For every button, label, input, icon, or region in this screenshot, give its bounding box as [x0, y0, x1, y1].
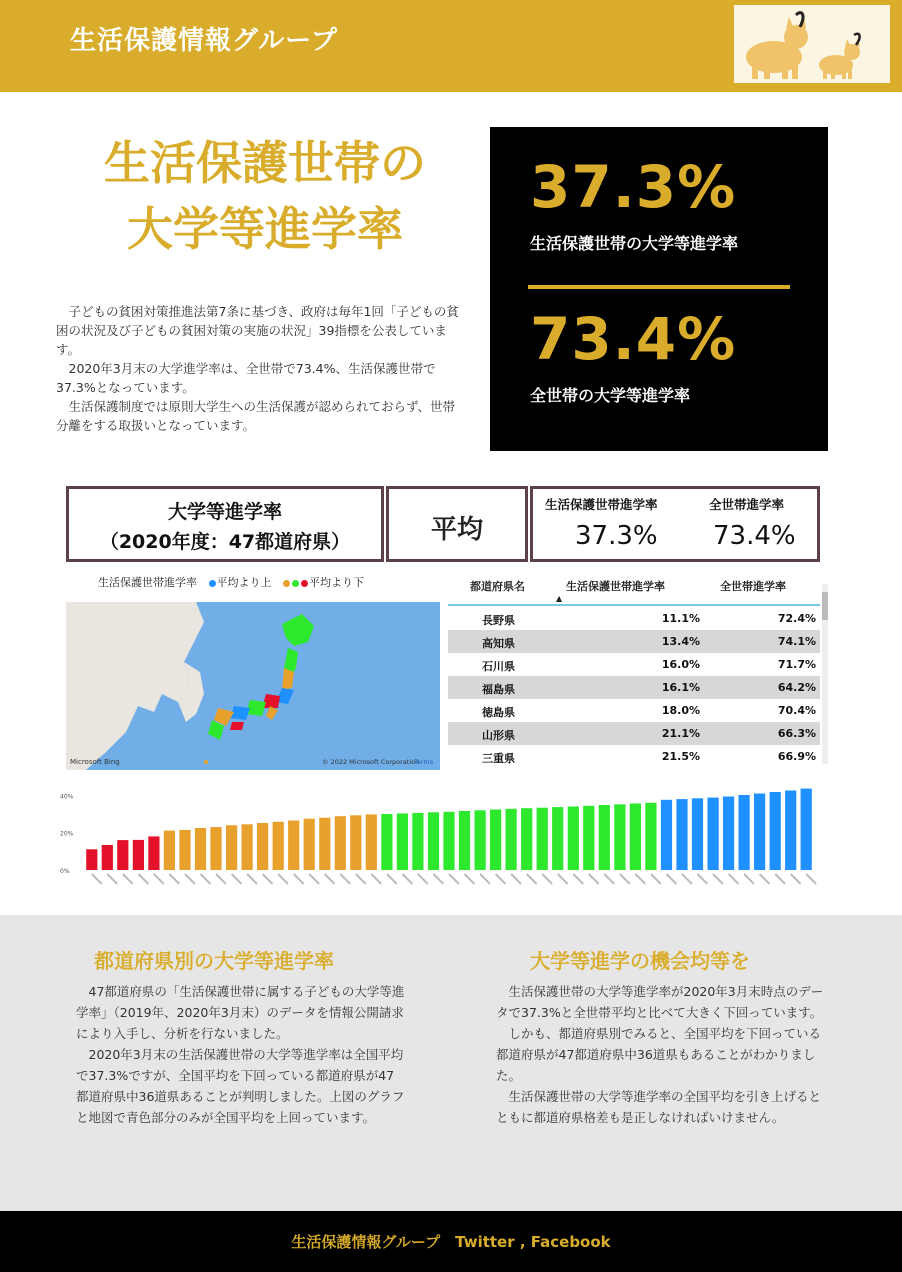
cell-pref: 徳島県 [482, 706, 515, 719]
x-tick-mark [402, 873, 413, 884]
prefecture-table [448, 570, 828, 770]
x-tick-mark [774, 873, 785, 884]
chart-bar[interactable] [785, 791, 796, 871]
chart-bar[interactable] [661, 800, 672, 870]
x-tick-mark [138, 873, 149, 884]
table-header-underline [448, 604, 820, 606]
y-tick-label: 20% [60, 830, 74, 838]
y-tick-label: 40% [60, 793, 74, 801]
sort-ascending-icon[interactable]: ▲ [556, 594, 563, 603]
x-tick-mark [231, 873, 242, 884]
chart-bar[interactable] [739, 795, 750, 870]
section-right-paragraph: 生活保護世帯の大学等進学率が2020年3月末時点のデータで37.3%と全世帯平均と比べて大きく下回っています。 [496, 984, 824, 1020]
cell-pref: 山形県 [482, 729, 515, 742]
chart-bar[interactable] [568, 807, 579, 871]
table-row[interactable] [448, 653, 820, 676]
chart-bar[interactable] [179, 830, 190, 870]
japan-map[interactable] [66, 602, 440, 770]
chart-bar[interactable] [599, 805, 610, 870]
cell-pref: 三重県 [482, 752, 515, 765]
chart-bar[interactable] [133, 840, 144, 870]
stat-value-all: 73.4% [530, 305, 737, 373]
page-title-line1: 生活保護世帯の [104, 136, 426, 190]
chart-bar[interactable] [117, 840, 128, 870]
cell-rate: 16.1% [661, 681, 700, 694]
chart-bar[interactable] [459, 811, 470, 870]
chart-bar[interactable] [692, 798, 703, 870]
kpi-average-label: 平均 [430, 515, 483, 545]
x-tick-mark [759, 873, 770, 884]
kpi-values-card [530, 486, 820, 562]
footer-bar [0, 1211, 902, 1272]
map-legend [98, 574, 364, 590]
table-row[interactable] [448, 607, 820, 630]
legend-dot-green [292, 580, 299, 587]
logo [734, 5, 890, 83]
stat-box [490, 127, 828, 451]
cell-rate: 18.0% [661, 704, 700, 717]
cell-all: 74.1% [777, 635, 816, 648]
chart-bar[interactable] [148, 836, 159, 870]
x-tick-mark [308, 873, 319, 884]
chart-bar[interactable] [521, 808, 532, 870]
chart-bar[interactable] [614, 804, 625, 870]
y-tick-label: 0% [60, 868, 70, 875]
intro-text [56, 302, 466, 435]
chart-bar[interactable] [226, 825, 237, 870]
chart-bar[interactable] [630, 804, 641, 871]
x-tick-mark [790, 873, 801, 884]
x-tick-mark [262, 873, 273, 884]
legend-title: 生活保護世帯進学率 [98, 576, 197, 589]
legend-dot-blue [209, 580, 216, 587]
table-header-welfare-rate[interactable]: 生活保護世帯進学率 [566, 580, 665, 593]
page-title [60, 130, 470, 262]
x-tick-mark [91, 873, 102, 884]
chart-bar[interactable] [242, 824, 253, 870]
chart-bar[interactable] [552, 807, 563, 870]
chart-bar[interactable] [273, 822, 284, 870]
map-graphic [66, 602, 440, 770]
legend-above: 平均より上 [216, 576, 272, 589]
x-tick-mark [215, 873, 226, 884]
x-tick-mark [557, 873, 568, 884]
chart-bar[interactable] [350, 815, 361, 870]
x-tick-mark [479, 873, 490, 884]
stat-label-welfare: 生活保護世帯の大学等進学率 [530, 234, 739, 253]
x-tick-mark [371, 873, 382, 884]
x-tick-mark [666, 873, 677, 884]
x-tick-mark [107, 873, 118, 884]
chart-bar[interactable] [754, 794, 765, 871]
kpi-heading-all: 全世帯進学率 [709, 497, 785, 512]
chart-bar[interactable] [164, 831, 175, 870]
section-right-title: 大学等進学の機会均等を [530, 949, 750, 973]
chart-bar[interactable] [397, 813, 408, 870]
table-row[interactable] [448, 699, 820, 722]
table-row[interactable] [448, 676, 820, 699]
section-left-title: 都道府県別の大学等進学率 [94, 949, 334, 973]
chart-bar[interactable] [583, 806, 594, 870]
cell-all: 66.3% [777, 727, 816, 740]
x-tick-mark [728, 873, 739, 884]
table-row[interactable] [448, 722, 820, 745]
chart-bar[interactable] [801, 789, 812, 870]
cell-rate: 11.1% [661, 612, 700, 625]
map-terms-link[interactable]: Terms [414, 758, 434, 766]
map-credit-copyright: © 2022 Microsoft Corporation [322, 758, 420, 766]
cell-rate: 16.0% [661, 658, 700, 671]
chart-bar[interactable] [102, 845, 113, 870]
section-left-paragraph: 47都道府県の「生活保護世帯に属する子どもの大学等進学率」（2019年、2020年3月末）のデータを情報公開請求により入手し、分析を行ないました。 [76, 984, 405, 1041]
cell-rate: 21.1% [661, 727, 700, 740]
cell-pref: 福島県 [482, 683, 515, 696]
analysis-section [0, 915, 902, 1211]
stat-label-all: 全世帯の大学等進学率 [530, 386, 691, 405]
cat-silhouettes-icon [734, 5, 890, 83]
table-header-pref[interactable]: 都道府県名 [470, 580, 525, 593]
kpi-average-card [386, 486, 528, 562]
chart-bar[interactable] [676, 799, 687, 870]
chart-bar[interactable] [257, 823, 268, 870]
kpi-heading-welfare: 生活保護世帯進学率 [545, 497, 658, 512]
x-tick-mark [340, 873, 351, 884]
x-tick-mark [277, 873, 288, 884]
cell-all: 66.9% [777, 750, 816, 763]
map-credit-bing: Microsoft Bing [70, 758, 120, 766]
cell-all: 71.7% [777, 658, 816, 671]
x-tick-mark [712, 873, 723, 884]
table-header-all-rate[interactable]: 全世帯進学率 [720, 580, 786, 593]
cell-rate: 13.4% [661, 635, 700, 648]
dashboard [58, 474, 828, 900]
x-tick-mark [588, 873, 599, 884]
x-tick-mark [433, 873, 444, 884]
legend-dot-orange [283, 580, 290, 587]
chart-bar[interactable] [770, 792, 781, 870]
chart-bar[interactable] [475, 810, 486, 870]
x-tick-mark [153, 873, 164, 884]
x-tick-mark [697, 873, 708, 884]
header-title: 生活保護情報グループ [70, 26, 338, 56]
intro-paragraph: 子どもの貧困対策推進法第7条に基づき、政府は毎年1回「子どもの貧困の状況及び子どもの貧困対策の実施の状況」39指標を公表しています。 [56, 304, 459, 357]
x-tick-mark [169, 873, 180, 884]
kpi-title-line1: 大学等進学率 [167, 501, 282, 523]
x-tick-mark [805, 873, 816, 884]
chart-bar[interactable] [210, 827, 221, 870]
legend-below: 平均より下 [309, 576, 364, 589]
x-tick-mark [386, 873, 397, 884]
chart-bar[interactable] [86, 849, 97, 870]
x-tick-mark [448, 873, 459, 884]
section-right-paragraph: 生活保護世帯の大学等進学率の全国平均を引き上げるとともに都道府県格差も是正しなければいけません。 [496, 1089, 822, 1125]
stat-value-welfare: 37.3% [530, 153, 737, 221]
header-bar [0, 0, 902, 92]
section-left-text [76, 981, 406, 1128]
cell-rate: 21.5% [661, 750, 700, 763]
kpi-title-line2: （2020年度：47都道府県） [99, 531, 351, 553]
cell-pref: 石川県 [482, 660, 515, 673]
section-left-paragraph: 2020年3月末の生活保護世帯の大学等進学率は全国平均で37.3%ですが、全国平均を下回っている都道府県が47都道府県中36道県あることが判明しました。上図のグラフと地図で青色部分のみが全国平均を上回っています。 [76, 1047, 405, 1125]
kpi-title-card [66, 486, 384, 562]
chart-bar[interactable] [428, 812, 439, 870]
kpi-value-welfare: 37.3% [575, 521, 658, 551]
x-tick-mark [200, 873, 211, 884]
x-tick-mark [743, 873, 754, 884]
x-tick-mark [122, 873, 133, 884]
cell-pref: 長野県 [482, 614, 515, 627]
section-right-paragraph: しかも、都道府県別でみると、全国平均を下回っている都道府県が47都道府県中36道県もあることがわかりました。 [496, 1026, 822, 1083]
x-tick-mark [184, 873, 195, 884]
chart-bar[interactable] [319, 818, 330, 870]
table-row[interactable] [448, 745, 820, 768]
x-tick-mark [619, 873, 630, 884]
kpi-value-all: 73.4% [713, 521, 796, 551]
cell-all: 70.4% [777, 704, 816, 717]
cell-pref: 高知県 [482, 637, 515, 650]
chart-bar[interactable] [366, 814, 377, 870]
chart-bar[interactable] [195, 828, 206, 870]
cell-all: 72.4% [777, 612, 816, 625]
chart-bar[interactable] [335, 816, 346, 870]
chart-bar[interactable] [381, 814, 392, 870]
x-tick-mark [324, 873, 335, 884]
x-tick-mark [573, 873, 584, 884]
chart-bar[interactable] [537, 808, 548, 870]
chart-bar[interactable] [490, 810, 501, 871]
legend-dot-red [301, 580, 308, 587]
x-tick-mark [464, 873, 475, 884]
chart-bar[interactable] [304, 819, 315, 870]
page-title-line2: 大学等進学率 [127, 202, 403, 256]
x-tick-mark [355, 873, 366, 884]
section-right-text [496, 981, 826, 1128]
x-tick-mark [526, 873, 537, 884]
x-tick-mark [604, 873, 615, 884]
chart-bar[interactable] [412, 813, 423, 870]
table-row[interactable] [448, 630, 820, 653]
x-tick-mark [681, 873, 692, 884]
x-tick-mark [541, 873, 552, 884]
chart-bar[interactable] [645, 803, 656, 870]
x-tick-mark [293, 873, 304, 884]
footer-text: 生活保護情報グループ Twitter , Facebook [291, 1233, 611, 1251]
x-tick-mark [495, 873, 506, 884]
x-tick-mark [417, 873, 428, 884]
stat-divider [528, 285, 790, 289]
cell-all: 64.2% [777, 681, 816, 694]
chart-bar[interactable] [288, 821, 299, 871]
chart-bar[interactable] [708, 798, 719, 870]
chart-bar[interactable] [723, 797, 734, 871]
x-tick-mark [510, 873, 521, 884]
x-tick-mark [635, 873, 646, 884]
chart-bar[interactable] [506, 809, 517, 870]
intro-paragraph: 生活保護制度では原則大学生への生活保護が認められておらず、世帯分離をする取扱いとなっています。 [56, 399, 456, 433]
chart-bar[interactable] [443, 812, 454, 870]
table-scrollbar-thumb[interactable] [822, 592, 828, 620]
x-tick-mark [246, 873, 257, 884]
bar-chart [58, 780, 828, 898]
intro-paragraph: 2020年3月末の大学進学率は、全世帯で73.4%、生活保護世帯で37.3%となっています。 [56, 361, 436, 395]
x-tick-mark [650, 873, 661, 884]
